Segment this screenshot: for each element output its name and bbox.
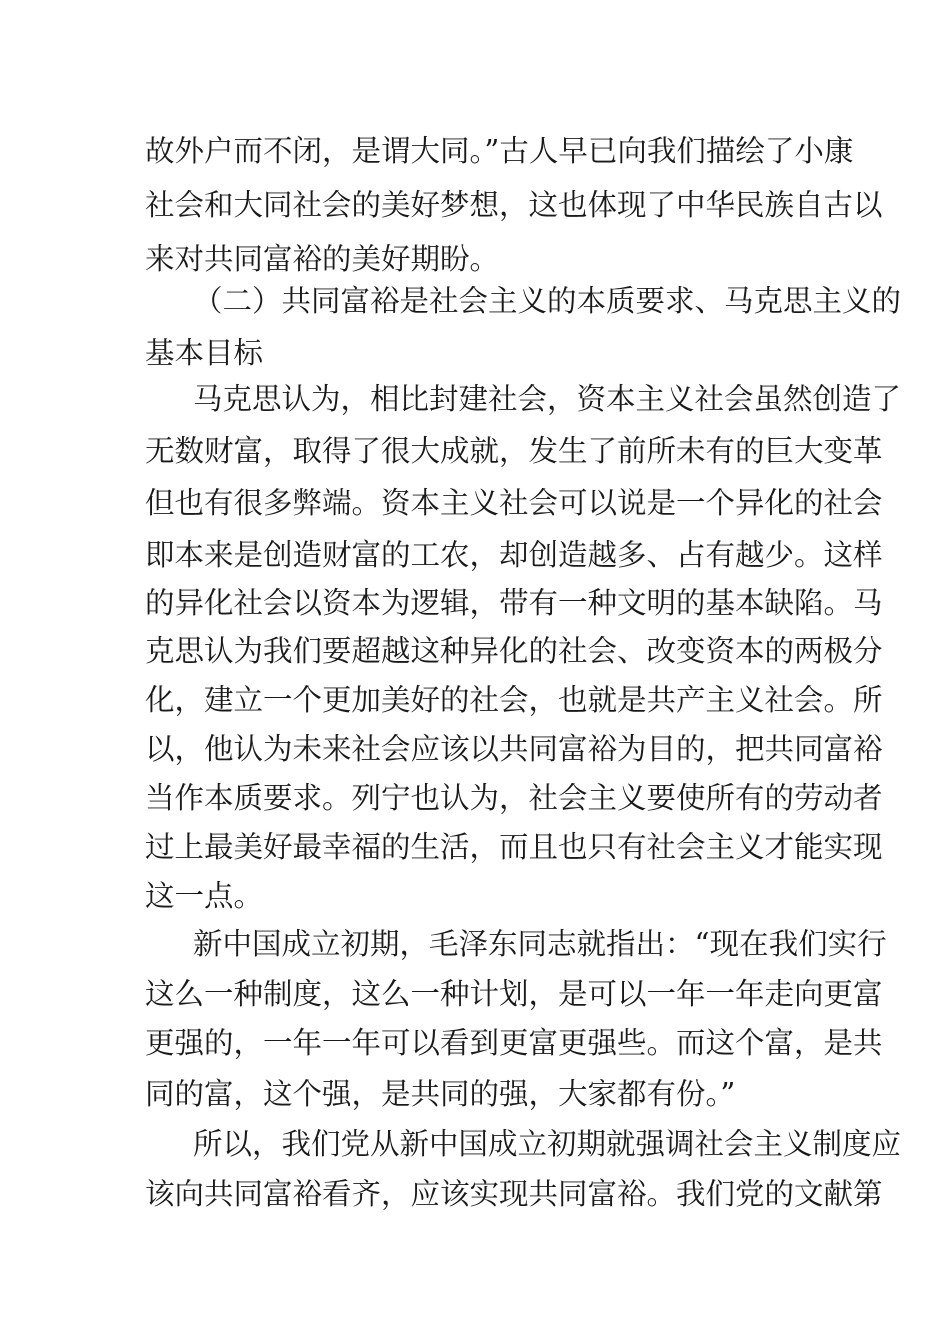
text-line: 的异化社会以资本为逻辑，带有一种文明的基本缺陷。马 [145, 586, 883, 620]
text-line: 即本来是创造财富的工农，却创造越多、占有越少。这样 [145, 538, 883, 572]
paragraph-start: 所以，我们党从新中国成立初期就强调社会主义制度应 [193, 1127, 902, 1161]
text-line: 社会和大同社会的美好梦想，这也体现了中华民族自古以 [145, 188, 883, 222]
text-line: 过上最美好最幸福的生活，而且也只有社会主义才能实现 [145, 830, 883, 864]
text-line: 这么一种制度，这么一种计划，是可以一年一年走向更富 [145, 977, 883, 1011]
text-line: 同的富，这个强，是共同的强，大家都有份。” [145, 1077, 736, 1111]
text-line: 当作本质要求。列宁也认为，社会主义要使所有的劳动者 [145, 781, 883, 815]
text-line: 来对共同富裕的美好期盼。 [145, 242, 500, 276]
paragraph-start: 新中国成立初期，毛泽东同志就指出：“现在我们实行 [193, 927, 887, 961]
text-line: 更强的，一年一年可以看到更富更强些。而这个富，是共 [145, 1026, 883, 1060]
text-line: 这一点。 [145, 879, 264, 913]
section-heading-continued: 基本目标 [145, 336, 264, 370]
text-line: 该向共同富裕看齐，应该实现共同富裕。我们党的文献第 [145, 1177, 883, 1211]
text-line: 无数财富，取得了很大成就，发生了前所未有的巨大变革 [145, 434, 883, 468]
text-line: 但也有很多弊端。资本主义社会可以说是一个异化的社会 [145, 486, 883, 520]
text-line: 故外户而不闭，是谓大同。”古人早已向我们描绘了小康 [145, 134, 854, 168]
paragraph-start: 马克思认为，相比封建社会，资本主义社会虽然创造了 [193, 382, 902, 416]
text-line: 化，建立一个更加美好的社会，也就是共产主义社会。所 [145, 683, 883, 717]
text-line: 以，他认为未来社会应该以共同富裕为目的，把共同富裕 [145, 732, 883, 766]
text-line: 克思认为我们要超越这种异化的社会、改变资本的两极分 [145, 634, 883, 668]
section-heading: （二）共同富裕是社会主义的本质要求、马克思主义的 [193, 284, 902, 318]
